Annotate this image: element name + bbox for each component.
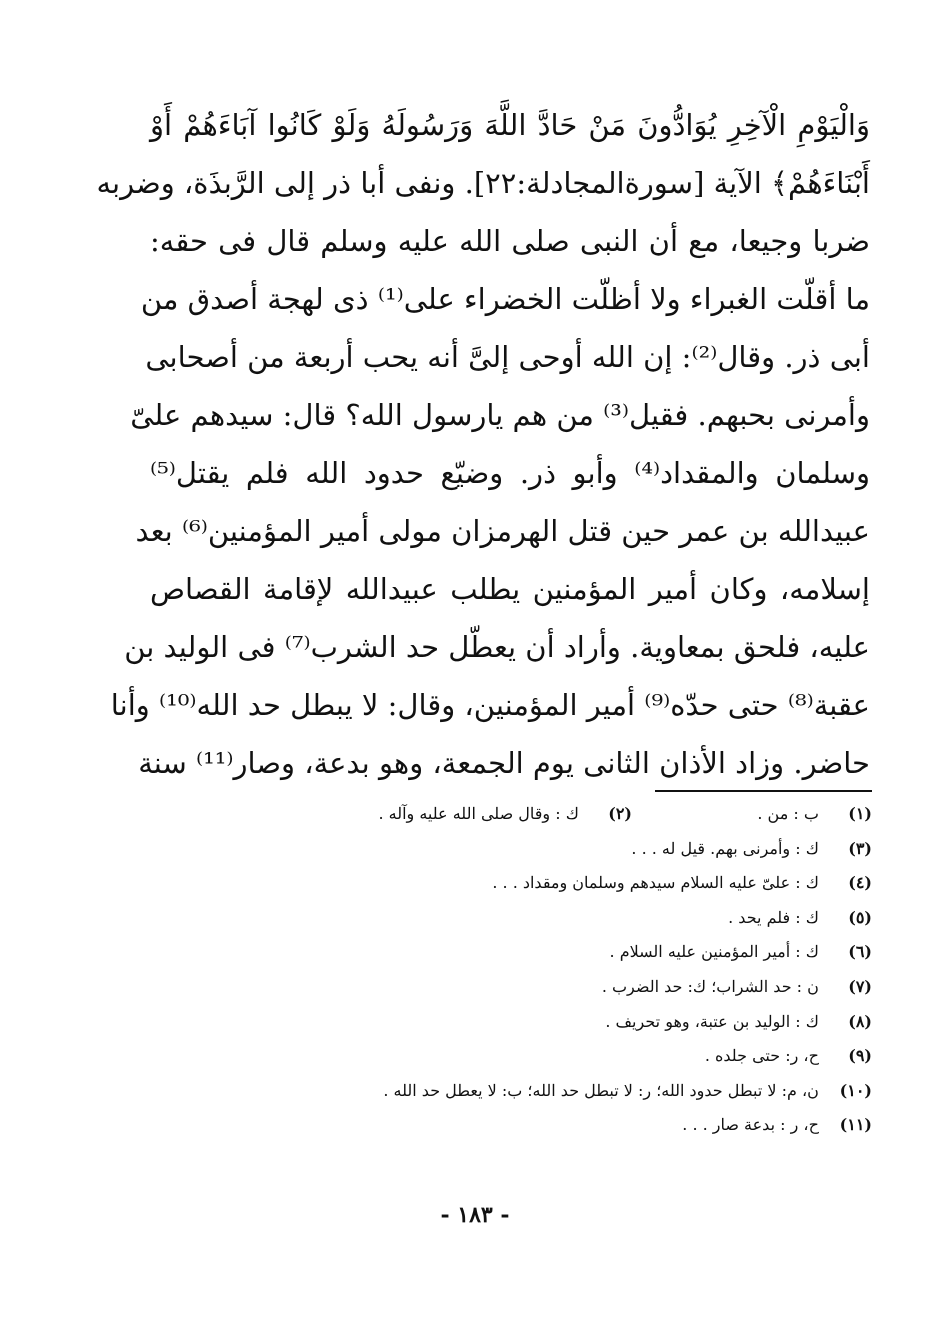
footnote-11 — [682, 1108, 872, 1143]
footnote-number: (٢) — [608, 804, 632, 823]
footnote-7 — [602, 970, 872, 1005]
footnote-text: ك : أمير المؤمنين عليه السلام . — [609, 942, 819, 962]
footnote-number: (١١) — [839, 1115, 872, 1135]
footnote-row — [180, 1039, 872, 1074]
text-line: أبى ذر. وقال⁽²⁾: إن الله أوحى إلىَّ أنه يحب أربعة من أصحابى — [145, 340, 870, 374]
text-line: حاضر. وزاد الأذان الثانى يوم الجمعة، وهو بدعة، وصار⁽¹¹⁾ سنة — [138, 746, 870, 780]
footnote-row — [180, 1005, 872, 1040]
text-line: عبيدالله بن عمر حين قتل الهرمزان مولى أمير المؤمنين⁽⁶⁾ بعد — [135, 514, 870, 548]
footnote-9 — [705, 1039, 872, 1074]
footnote-row — [180, 797, 872, 832]
footnote-text: ك : وقال صلى الله عليه وآله . — [378, 804, 579, 823]
main-text-block — [96, 96, 870, 792]
footnote-text: ن : حد الشراب؛ ك: حد الضرب . — [601, 976, 819, 996]
footnote-number: (٤) — [848, 873, 872, 893]
footnote-5 — [728, 901, 872, 936]
footnote-row — [180, 1074, 872, 1109]
footnote-6 — [610, 935, 872, 970]
text-line: عليه، فلحق بمعاوية. وأراد أن يعطّل حد الشرب⁽⁷⁾ فى الوليد بن — [124, 630, 870, 664]
footnote-text: ك : وأمرنى بهم. قيل له . . . — [631, 838, 819, 858]
text-line: ما أقلّت الغبراء ولا أظلّت الخضراء على⁽¹⁾ ذى لهجة أصدق من — [140, 282, 870, 316]
footnote-text: ك : فلم يحد . — [728, 907, 819, 927]
text-line: وسلمان والمقداد⁽⁴⁾ وأبو ذر. وضيّع حدود الله فلم يقتل⁽⁵⁾ — [150, 456, 870, 490]
footnote-row — [180, 935, 872, 970]
footnote-row — [180, 970, 872, 1005]
footnote-number: (١٠) — [839, 1080, 872, 1100]
footnote-text: ن، م: لا تبطل حدود الله؛ ر: لا تبطل حد الله؛ ب: لا يعطل حد الله . — [383, 1080, 819, 1100]
footnote-number: (١) — [848, 804, 872, 823]
footnote-text: ك : علىّ عليه السلام سيدهم وسلمان ومقداد . . . — [492, 873, 819, 893]
footnote-number: (٥) — [848, 907, 872, 927]
footnote-text: ح، ر: حتى جلده . — [704, 1046, 819, 1066]
footnote-row — [180, 901, 872, 936]
footnote-10 — [383, 1074, 872, 1109]
text-line: وَالْيَوْمِ الْآخِرِ يُوَادُّونَ مَنْ حَادَّ اللَّهَ وَرَسُولَهُ وَلَوْ كَانُوا آبَاءَهُمْ أَوْ — [150, 108, 870, 142]
footnote-separator — [655, 790, 872, 792]
footnote-text: ب : من . — [757, 804, 819, 823]
text-line: إسلامه، وكان أمير المؤمنين يطلب عبيدالله لإقامة القصاص — [150, 572, 870, 606]
footnote-row — [180, 1108, 872, 1143]
footnote-1 — [757, 797, 872, 832]
footnote-4 — [492, 866, 872, 901]
text-line: وأمرنى بحبهم. فقيل⁽³⁾ من هم يارسول الله؟ قال: سيدهم علىّ — [130, 398, 870, 432]
footnote-number: (٣) — [848, 838, 872, 858]
footnote-number: (٩) — [848, 1046, 872, 1066]
footnote-3 — [631, 832, 872, 867]
footnote-number: (٦) — [848, 942, 872, 962]
footnotes-block — [180, 797, 872, 1143]
footnote-text: ح، ر : بدعة صار . . . — [682, 1115, 819, 1135]
text-line: ضربا وجيعا، مع أن النبى صلى الله عليه وسلم قال فى حقه: — [150, 224, 870, 258]
footnote-row — [180, 866, 872, 901]
footnote-2 — [378, 797, 632, 832]
footnote-8 — [605, 1005, 872, 1040]
footnote-row — [180, 832, 872, 867]
footnote-number: (٧) — [848, 976, 872, 996]
text-line: أَبْنَاءَهُمْ﴾ الآية [سورةالمجادلة:٢٢]. ونفى أبا ذر إلى الرَّبذَة، وضربه — [96, 166, 870, 200]
footnote-number: (٨) — [848, 1011, 872, 1031]
page-number: - ١٨٣ - — [440, 1202, 510, 1228]
footnote-text: ك : الوليد بن عتبة، وهو تحريف . — [605, 1011, 819, 1031]
text-line: عقبة⁽⁸⁾ حتى حدّه⁽⁹⁾ أمير المؤمنين، وقال: لا يبطل حد الله⁽¹⁰⁾ وأنا — [110, 688, 870, 722]
